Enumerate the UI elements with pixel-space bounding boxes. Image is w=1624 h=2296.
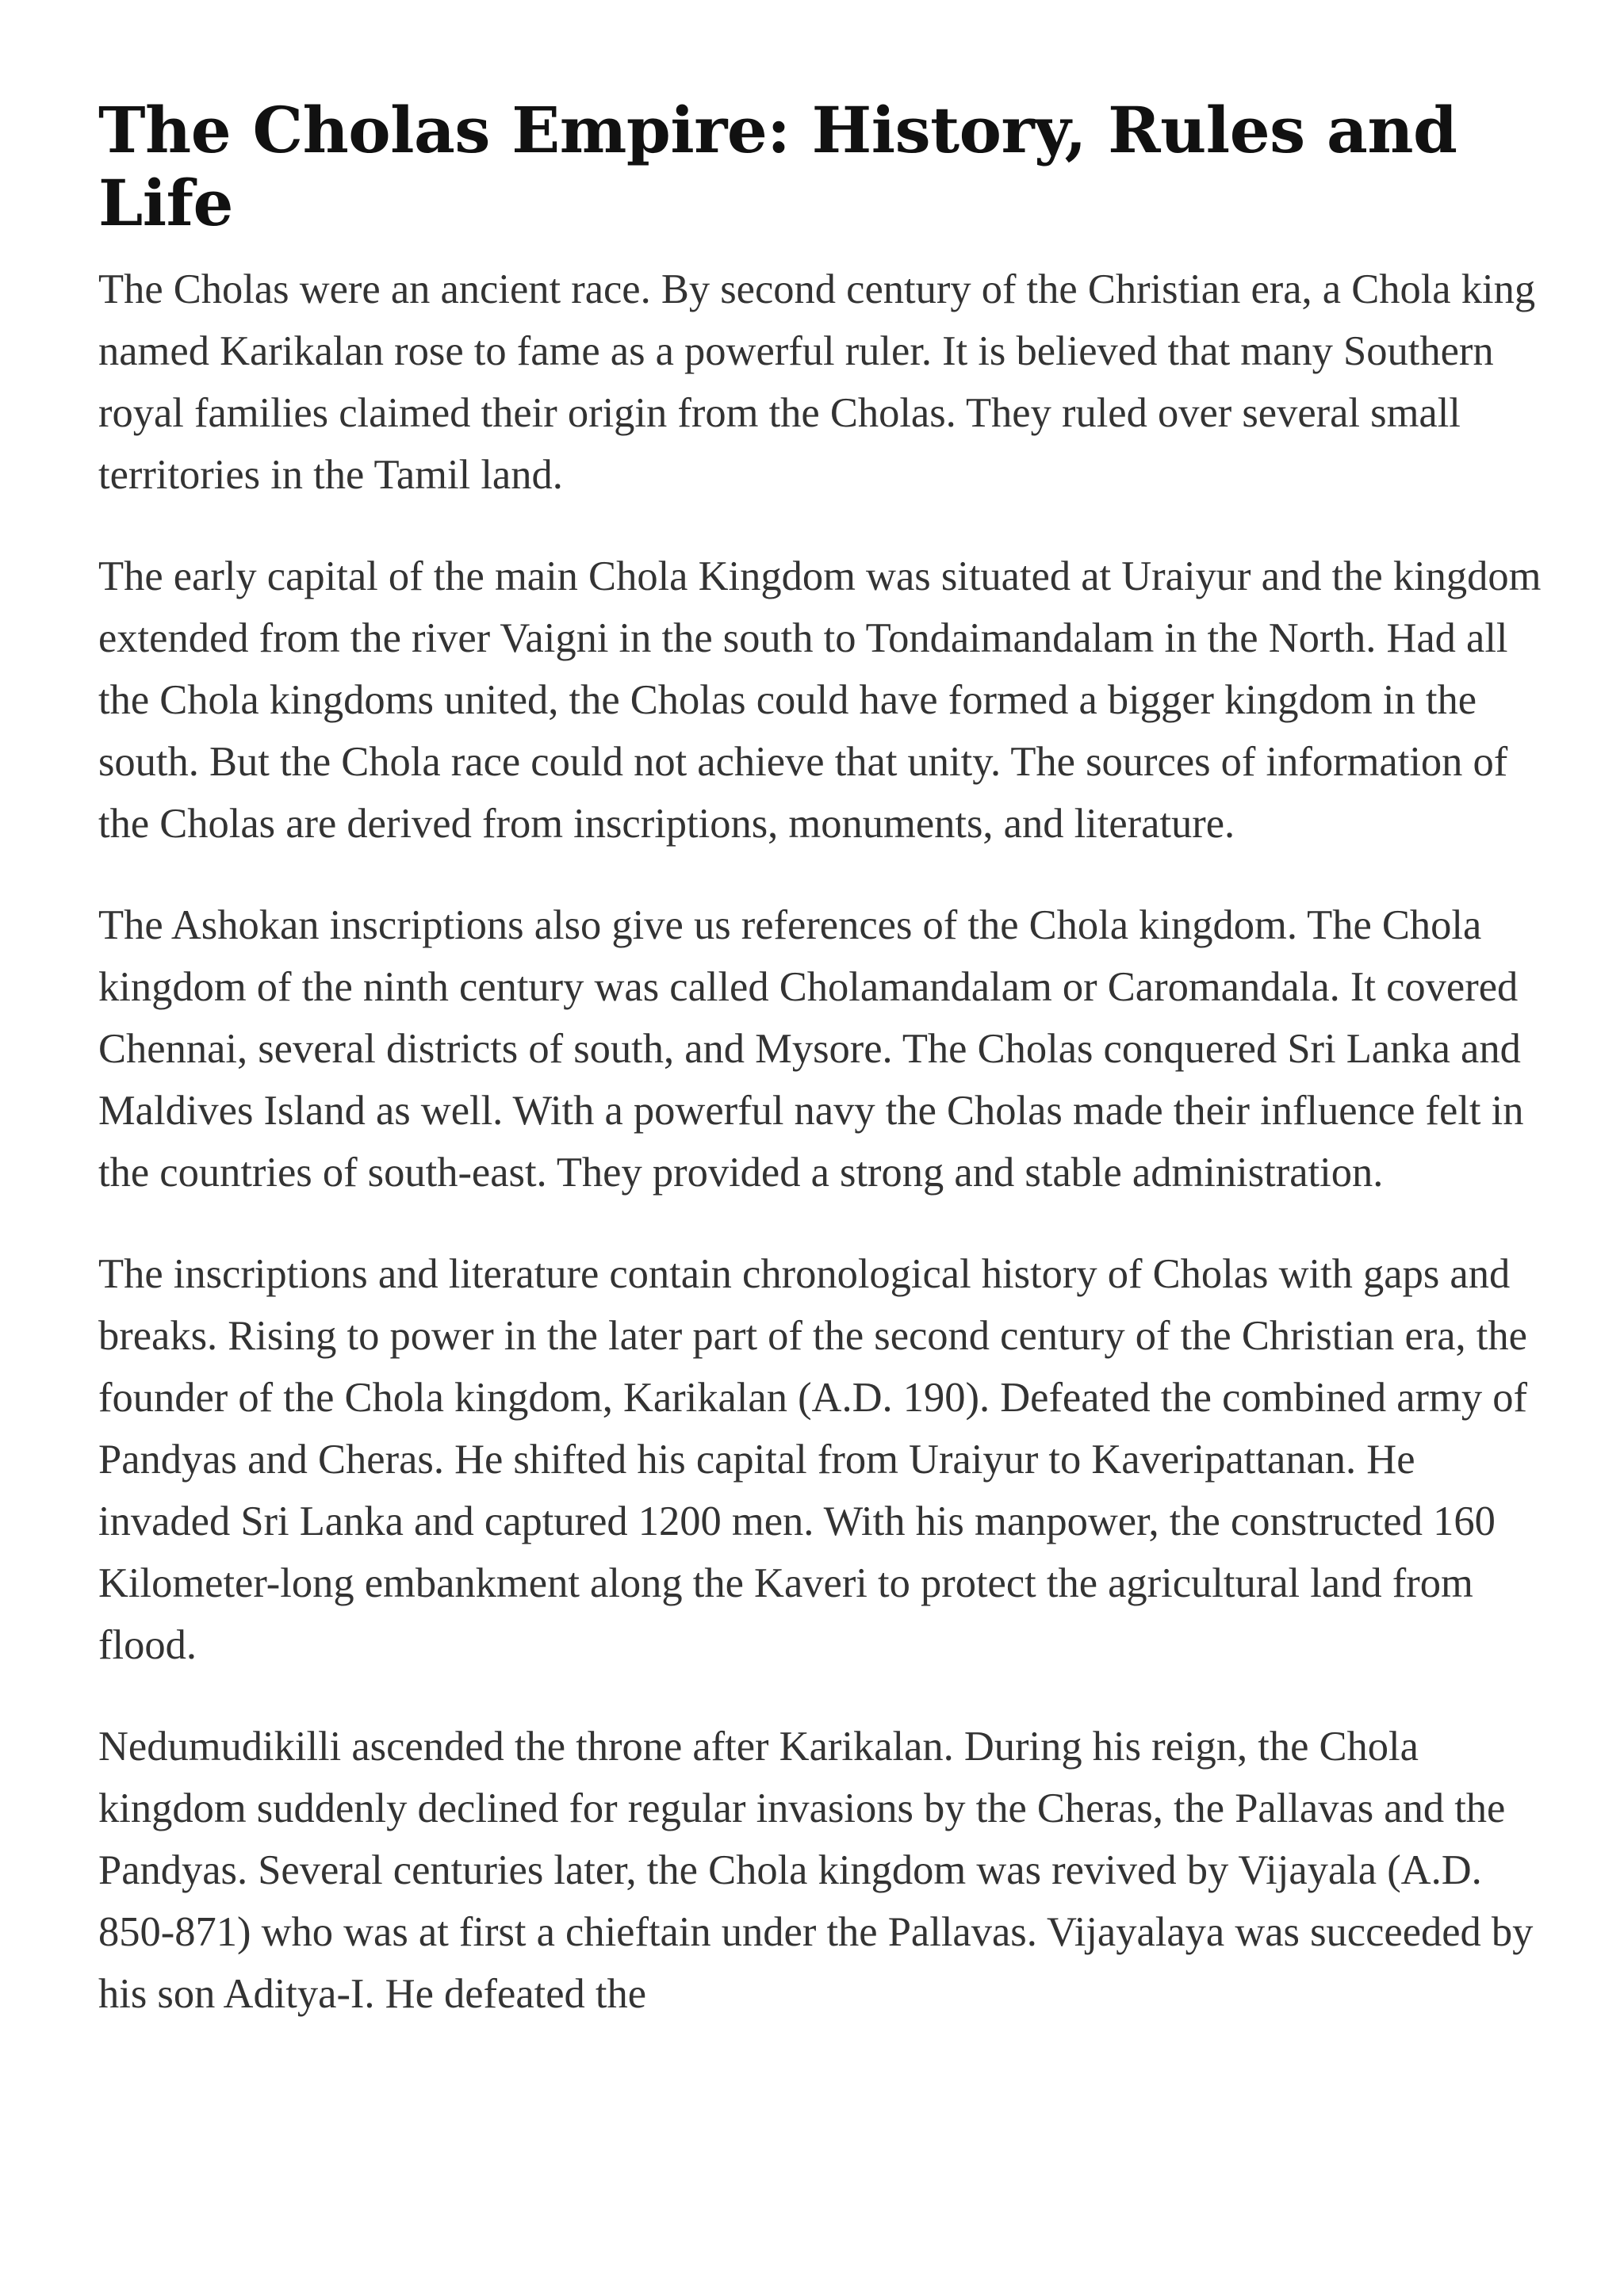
article: [98, 94, 1549, 2064]
paragraph-5: Nedumudikilli ascended the throne after Karikalan. During his reign, the Chola kingdom suddenly declined for regular invasions by the Cheras, the Pallavas and the Pandyas. Several centuries later, the Chola kingdom was revived by Vijayala (A.D. 850-871) who was at first a chieftain under the Pallavas. Vijayalaya was succeeded by his son Aditya-I. He defeated the: [98, 1724, 1534, 2017]
article-title: The Cholas Empire: History, Rules and Life: [98, 93, 1457, 240]
paragraph-3: The Ashokan inscriptions also give us references of the Chola kingdom. The Chola kingdom of the ninth century was called Cholamandalam or Caromandala. It covered Chennai, several districts of south, and Mysore. The Cholas conquered Sri Lanka and Maldives Island as well. With a powerful navy the Cholas made their influence felt in the countries of south-east. They provided a strong and stable administration.: [98, 902, 1524, 1196]
paragraph-4: The inscriptions and literature contain chronological history of Cholas with gaps and breaks. Rising to power in the later part of the second century of the Christian era, the founder of the Chola kingdom, Karikalan (A.D. 190). Defeated the combined army of Pandyas and Cheras. He shifted his capital from Uraiyur to Kaveripattanan. He invaded Sri Lanka and captured 1200 men. With his manpower, the constructed 160 Kilometer-long embankment along the Kaveri to protect the agricultural land from flood.: [98, 1251, 1527, 1668]
paragraph-2: The early capital of the main Chola Kingdom was situated at Uraiyur and the kingdom extended from the river Vaigni in the south to Tondaimandalam in the North. Had all the Chola kingdoms united, the Cholas could have formed a bigger kingdom in the south. But the Chola race could not achieve that unity. The sources of information of the Cholas are derived from inscriptions, monuments, and literature.: [98, 553, 1542, 847]
paragraph-1: The Cholas were an ancient race. By second century of the Christian era, a Chola king named Karikalan rose to fame as a powerful ruler. It is believed that many Southern royal families claimed their origin from the Cholas. They ruled over several small territories in the Tamil land.: [98, 266, 1536, 498]
